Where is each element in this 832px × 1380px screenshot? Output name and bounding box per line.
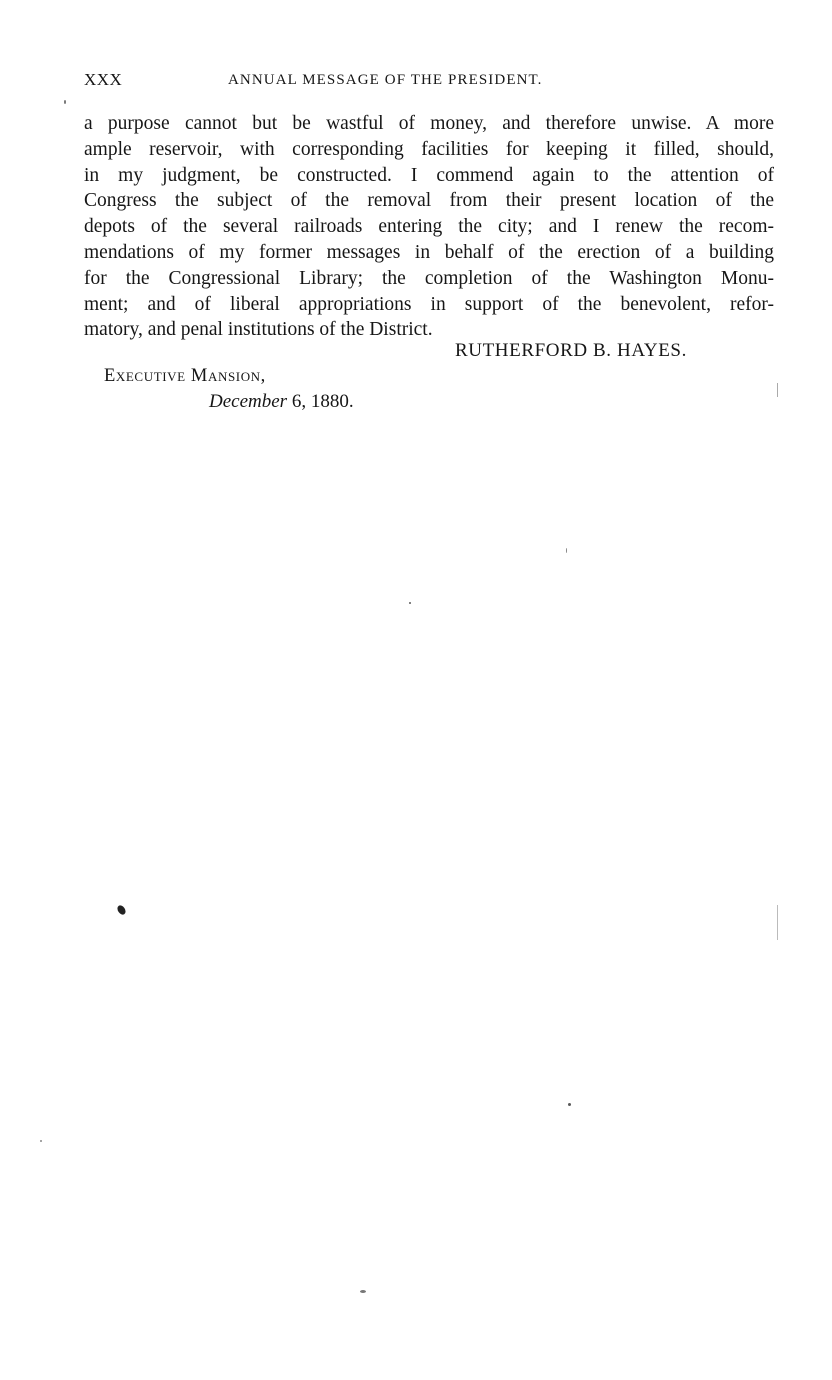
page-header xyxy=(84,70,774,94)
scan-speck xyxy=(566,548,567,553)
scan-speck xyxy=(116,904,127,916)
paragraph-line: ment; and of liberal appropriations in support of the benevolent, refor- xyxy=(84,293,774,315)
closing-place: Executive Mansion, xyxy=(104,366,266,386)
paragraph-line: a purpose cannot but be wastful of money, and therefore unwise. A more xyxy=(84,113,774,134)
scan-speck xyxy=(777,905,778,940)
scan-speck xyxy=(64,100,66,104)
scan-speck xyxy=(568,1103,571,1106)
running-head: ANNUAL MESSAGE OF THE PRESIDENT. xyxy=(228,72,543,88)
signature: RUTHERFORD B. HAYES. xyxy=(455,340,687,361)
page-number: XXX xyxy=(84,70,123,89)
paragraph-line: ample reservoir, with corresponding facilities for keeping it filled, should, xyxy=(84,138,774,160)
paragraph-line: mendations of my former messages in behalf of the erection of a building xyxy=(84,241,774,263)
paragraph-line: in my judgment, be constructed. I commend again to the attention of xyxy=(84,164,774,186)
message-paragraph xyxy=(84,111,774,343)
paragraph-line: matory, and penal institutions of the District. xyxy=(84,319,433,341)
scan-speck xyxy=(409,602,411,604)
closing-date xyxy=(209,391,354,413)
paragraph-line: depots of the several railroads entering the city; and I renew the recom- xyxy=(84,216,774,238)
paragraph-line: Congress the subject of the removal from their present location of the xyxy=(84,190,774,212)
scan-speck xyxy=(777,383,778,397)
scan-speck xyxy=(40,1140,42,1142)
paragraph-line: for the Congressional Library; the completion of the Washington Monu- xyxy=(84,267,774,289)
date-month: December xyxy=(209,391,288,412)
scan-speck xyxy=(360,1290,366,1293)
date-rest: 6, 1880. xyxy=(287,391,354,412)
